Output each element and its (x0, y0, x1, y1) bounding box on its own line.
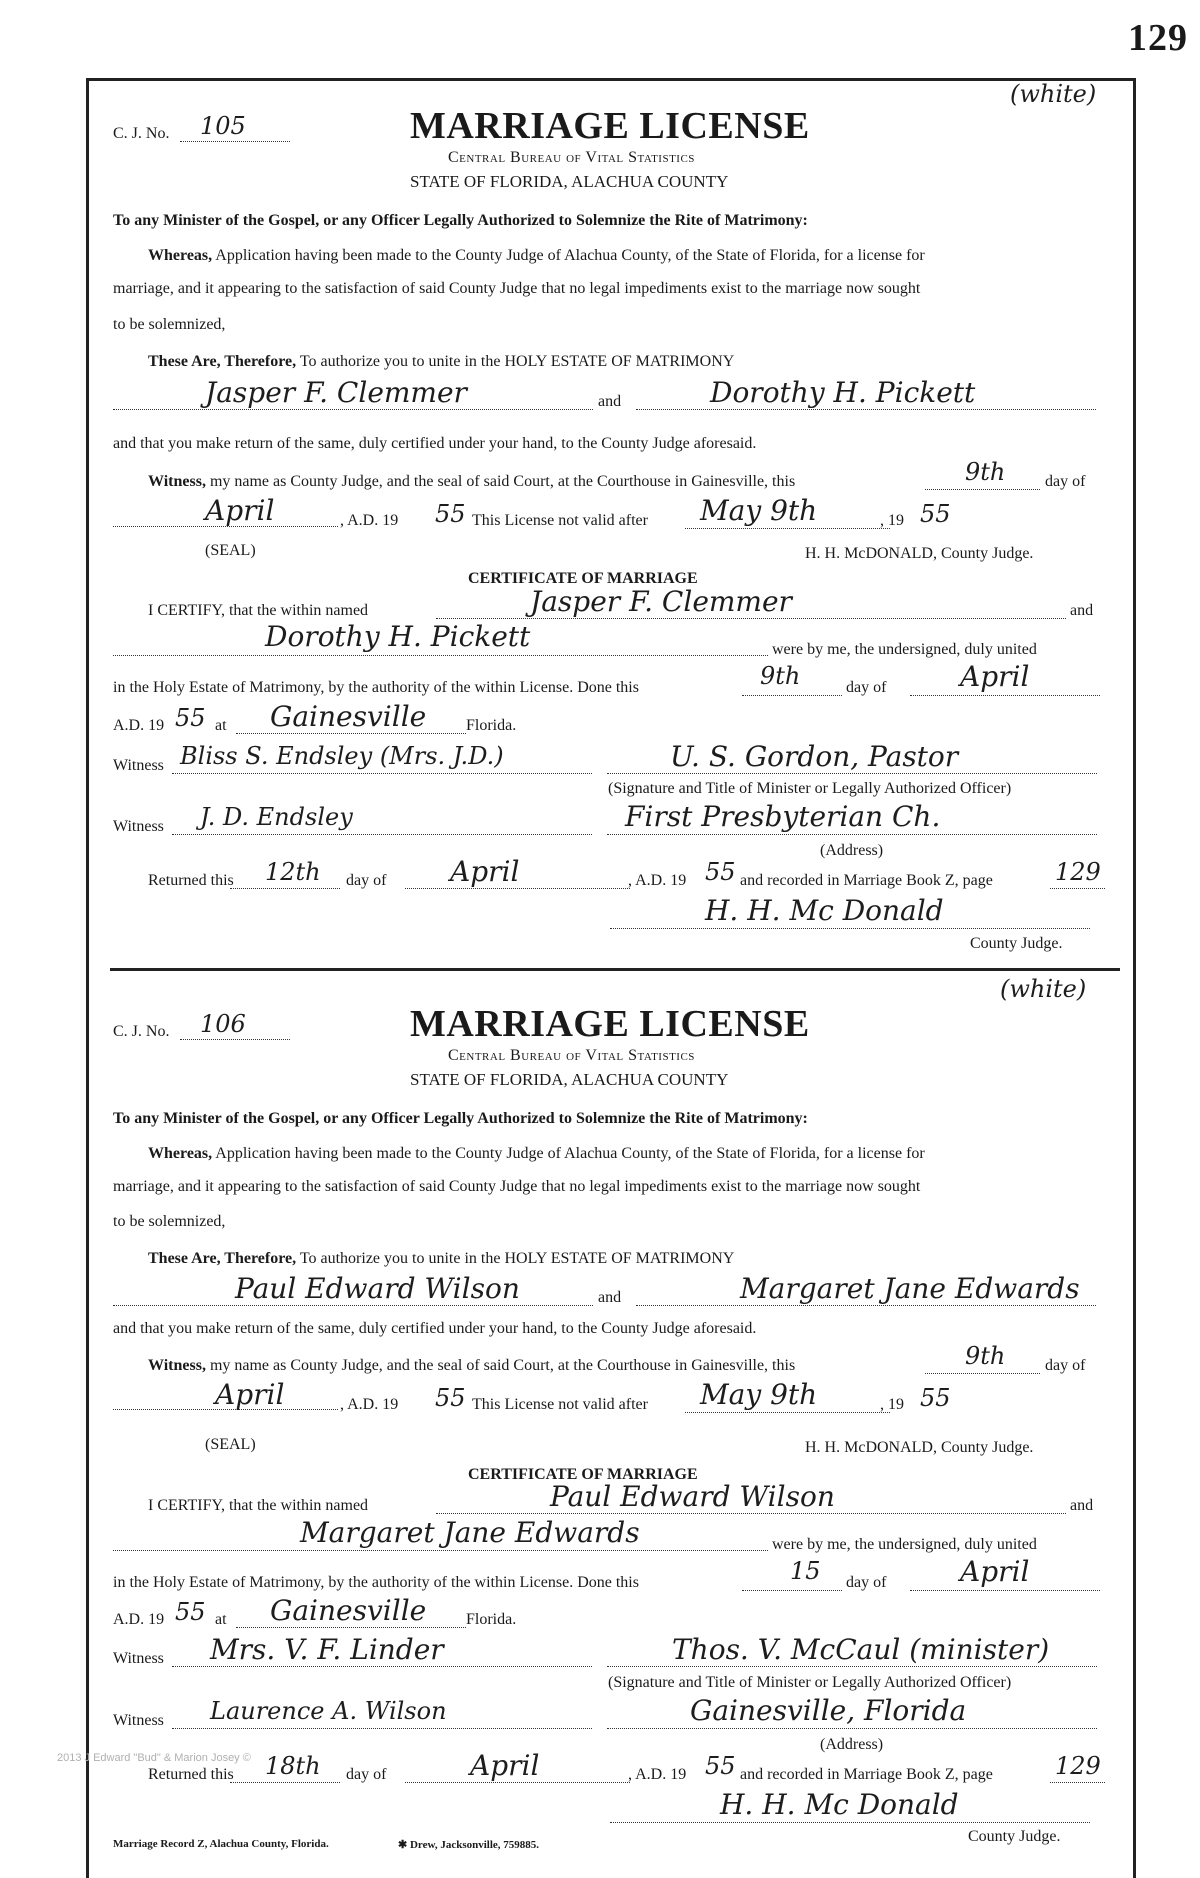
bureau-name: Central Bureau of Vital Statistics (448, 1047, 695, 1064)
valid-19: , 19 (880, 512, 904, 529)
issue-day: 9th (965, 458, 1006, 486)
witness-text: my name as County Judge, and the seal of said Court, at the Courthouse in Gainesville, this (209, 473, 796, 490)
certificate-title: CERTIFICATE OF MARRIAGE (468, 1466, 698, 1483)
issue-day-of: day of (1045, 1357, 1086, 1374)
issue-day-line (925, 1373, 1040, 1374)
county-judge-printed: H. H. McDONALD, County Judge. (805, 545, 1034, 562)
issue-ad: , A.D. 19 (340, 512, 399, 529)
groom-name: Paul Edward Wilson (235, 1272, 520, 1305)
issue-day-of: day of (1045, 473, 1086, 490)
returned-day-of: day of (346, 872, 387, 889)
cj-number: 106 (200, 1010, 246, 1038)
witness-2: J. D. Endsley (200, 803, 353, 831)
issue-year: 55 (435, 1384, 466, 1412)
returned-month-line (405, 888, 630, 889)
license-title: MARRIAGE LICENSE (410, 105, 810, 147)
cj-number: 105 (200, 112, 246, 140)
officer-signature: U. S. Gordon, Pastor (670, 740, 959, 773)
cert-bride: Margaret Jane Edwards (300, 1516, 640, 1549)
page-number: 129 (1128, 17, 1188, 59)
witness-1: Bliss S. Endsley (Mrs. J.D.) (180, 742, 504, 770)
cert-and: and (1070, 1497, 1094, 1514)
done-month: April (960, 1555, 1030, 1588)
signature-caption: (Signature and Title of Minister or Legally Authorized Officer) (608, 1674, 1012, 1691)
cert-groom-line (436, 618, 1066, 619)
returned-day: 12th (265, 858, 321, 886)
returned-month: April (450, 855, 520, 888)
not-valid-label: This License not valid after (472, 1396, 648, 1413)
whereas-line-3: to be solemnized, (113, 316, 226, 333)
valid-year: 55 (920, 1384, 951, 1412)
judge-signature-line (610, 928, 1090, 929)
returned-label: Returned this (148, 1766, 234, 1783)
witness-text: my name as County Judge, and the seal of said Court, at the Courthouse in Gainesville, this (209, 1357, 796, 1374)
certificate-title: CERTIFICATE OF MARRIAGE (468, 570, 698, 587)
returned-month: April (470, 1749, 540, 1782)
done-month-line (910, 1590, 1100, 1591)
salutation: To any Minister of the Gospel, or any Officer Legally Authorized to Solemnize the Rite of Matrimony: (113, 1110, 808, 1127)
footer-printer-text: Drew, Jacksonville, 759885. (409, 1839, 540, 1851)
whereas-label: Whereas, (148, 247, 213, 264)
groom-line (113, 1305, 593, 1306)
witness-line (148, 473, 795, 491)
witness-1-line (172, 1666, 592, 1667)
seal-label: (SEAL) (205, 542, 256, 559)
not-valid-label: This License not valid after (472, 512, 648, 529)
witness-bold: Witness, (148, 473, 206, 490)
bride-line (636, 1305, 1096, 1306)
done-day: 9th (760, 662, 801, 690)
county-judge-printed: H. H. McDONALD, County Judge. (805, 1439, 1034, 1456)
were-by-me: were by me, the undersigned, duly united (772, 641, 1037, 658)
returned-month-line (405, 1782, 630, 1783)
cj-label: C. J. No. (113, 125, 170, 142)
returned-year: 55 (705, 1752, 736, 1780)
bureau-name: Central Bureau of Vital Statistics (448, 149, 695, 166)
these-are-line (148, 1250, 734, 1268)
witness-2-label: Witness (113, 818, 164, 835)
witness-bold: Witness, (148, 1357, 206, 1374)
at-word: at (215, 1611, 227, 1628)
issue-year: 55 (435, 500, 466, 528)
officer-line (607, 1666, 1097, 1667)
returned-day-line (230, 888, 340, 889)
issue-day-line (925, 489, 1040, 490)
witness-1-label: Witness (113, 757, 164, 774)
holy-estate-line: in the Holy Estate of Matrimony, by the authority of the within License. Done this (113, 1574, 639, 1591)
issue-day: 9th (965, 1342, 1006, 1370)
license-title: MARRIAGE LICENSE (410, 1003, 810, 1045)
judge-signature: H. H. Mc Donald (720, 1788, 959, 1821)
section-divider (110, 968, 1120, 971)
witness-1-label: Witness (113, 1650, 164, 1667)
done-month-line (910, 695, 1100, 696)
book-page-line (1050, 888, 1105, 889)
book-page: 129 (1055, 1752, 1101, 1780)
signature-caption: (Signature and Title of Minister or Legally Authorized Officer) (608, 780, 1012, 797)
race-note: (white) (1000, 975, 1087, 1003)
bride-name: Dorothy H. Pickett (710, 376, 976, 409)
whereas-text-1: Application having been made to the County Judge of Alachua County, of the State of Florida, for a license for (215, 247, 925, 264)
witness-1-line (172, 773, 592, 774)
witness-2-line (172, 834, 592, 835)
groom-name: Jasper F. Clemmer (205, 376, 467, 409)
valid-year: 55 (920, 500, 951, 528)
valid-after: May 9th (700, 494, 818, 527)
seal-label: (SEAL) (205, 1436, 256, 1453)
address-value: Gainesville, Florida (690, 1694, 967, 1727)
whereas-line-2: marriage, and it appearing to the satisfaction of said County Judge that no legal impediments exist to the marriage now sought (113, 280, 921, 297)
whereas-line-3: to be solemnized, (113, 1213, 226, 1230)
at-word: at (215, 717, 227, 734)
place-line (236, 733, 466, 734)
recorded-text: and recorded in Marriage Book Z, page (740, 872, 993, 889)
cert-groom-line (436, 1513, 1066, 1514)
done-year: 55 (175, 704, 206, 732)
done-day-line (742, 695, 842, 696)
whereas-text-1: Application having been made to the County Judge of Alachua County, of the State of Florida, for a license for (215, 1145, 925, 1162)
valid-19: , 19 (880, 1396, 904, 1413)
and-word: and (598, 1289, 622, 1306)
issue-ad: , A.D. 19 (340, 1396, 399, 1413)
issue-month: April (215, 1378, 285, 1411)
bride-name: Margaret Jane Edwards (740, 1272, 1080, 1305)
certify-label: I CERTIFY, that the within named (148, 1497, 369, 1514)
done-ad: A.D. 19 (113, 1611, 165, 1628)
address-caption: (Address) (820, 1736, 884, 1753)
florida-word: Florida. (466, 717, 517, 734)
valid-after: May 9th (700, 1378, 818, 1411)
returned-label: Returned this (148, 872, 234, 889)
salutation: To any Minister of the Gospel, or any Officer Legally Authorized to Solemnize the Rite of Matrimony: (113, 212, 808, 229)
address-line (607, 1728, 1097, 1729)
cert-groom: Paul Edward Wilson (550, 1480, 835, 1513)
cert-bride-line (113, 1550, 768, 1551)
witness-line (148, 1357, 795, 1375)
were-by-me: were by me, the undersigned, duly united (772, 1536, 1037, 1553)
whereas-label: Whereas, (148, 1145, 213, 1162)
address-line (607, 834, 1097, 835)
returned-day-line (230, 1782, 340, 1783)
whereas-line-2: marriage, and it appearing to the satisfaction of said County Judge that no legal impediments exist to the marriage now sought (113, 1178, 921, 1195)
county-judge-label: County Judge. (968, 1828, 1061, 1845)
book-page: 129 (1055, 858, 1101, 886)
these-are-line (148, 353, 734, 371)
done-day-of: day of (846, 679, 887, 696)
bride-line (636, 409, 1096, 410)
state-county: STATE OF FLORIDA, ALACHUA COUNTY (410, 172, 729, 191)
cj-label: C. J. No. (113, 1023, 170, 1040)
officer-signature: Thos. V. McCaul (minister) (672, 1633, 1050, 1666)
whereas-line-1 (148, 247, 925, 265)
cert-bride: Dorothy H. Pickett (265, 620, 531, 653)
these-are-label: These Are, Therefore, (148, 353, 297, 370)
place-line (236, 1627, 466, 1628)
witness-2-label: Witness (113, 1712, 164, 1729)
place: Gainesville (270, 700, 427, 733)
done-day: 15 (790, 1557, 821, 1585)
returned-day-of: day of (346, 1766, 387, 1783)
book-page-line (1050, 1782, 1105, 1783)
county-judge-label: County Judge. (970, 935, 1063, 952)
return-line: and that you make return of the same, duly certified under your hand, to the County Judge aforesaid. (113, 1320, 757, 1337)
cert-groom: Jasper F. Clemmer (530, 585, 792, 618)
judge-signature: H. H. Mc Donald (705, 894, 944, 927)
watermark: 2013 J Edward "Bud" & Marion Josey © (57, 1752, 251, 1764)
footer-record: Marriage Record Z, Alachua County, Florida. (113, 1838, 329, 1850)
cert-bride-line (113, 655, 768, 656)
whereas-line-1 (148, 1145, 925, 1163)
recorded-text: and recorded in Marriage Book Z, page (740, 1766, 993, 1783)
race-note: (white) (1010, 80, 1097, 108)
florida-word: Florida. (466, 1611, 517, 1628)
footer-printer (398, 1838, 539, 1851)
asterisk-icon: ✱ (398, 1839, 408, 1851)
done-month: April (960, 660, 1030, 693)
done-year: 55 (175, 1598, 206, 1626)
certify-label: I CERTIFY, that the within named (148, 602, 369, 619)
judge-signature-line (610, 1822, 1090, 1823)
groom-line (113, 409, 593, 410)
place: Gainesville (270, 1594, 427, 1627)
returned-ad: , A.D. 19 (628, 872, 687, 889)
cert-and: and (1070, 602, 1094, 619)
address-value: First Presbyterian Ch. (625, 800, 941, 833)
issue-month: April (205, 494, 275, 527)
cj-line (180, 1039, 290, 1040)
valid-after-line (685, 528, 890, 529)
address-caption: (Address) (820, 842, 884, 859)
cj-line (180, 141, 290, 142)
returned-year: 55 (705, 858, 736, 886)
these-are-text: To authorize you to unite in the HOLY ESTATE OF MATRIMONY (299, 353, 735, 370)
these-are-text: To authorize you to unite in the HOLY ESTATE OF MATRIMONY (299, 1250, 735, 1267)
document-frame (86, 78, 1136, 1878)
done-day-line (742, 1590, 842, 1591)
these-are-label: These Are, Therefore, (148, 1250, 297, 1267)
returned-day: 18th (265, 1752, 321, 1780)
valid-after-line (685, 1412, 890, 1413)
state-county: STATE OF FLORIDA, ALACHUA COUNTY (410, 1070, 729, 1089)
done-ad: A.D. 19 (113, 717, 165, 734)
witness-2: Laurence A. Wilson (210, 1697, 447, 1725)
witness-1: Mrs. V. F. Linder (210, 1633, 444, 1666)
return-line: and that you make return of the same, duly certified under your hand, to the County Judge aforesaid. (113, 435, 757, 452)
done-day-of: day of (846, 1574, 887, 1591)
and-word: and (598, 393, 622, 410)
witness-2-line (172, 1728, 592, 1729)
holy-estate-line: in the Holy Estate of Matrimony, by the authority of the within License. Done this (113, 679, 639, 696)
officer-line (607, 773, 1097, 774)
returned-ad: , A.D. 19 (628, 1766, 687, 1783)
